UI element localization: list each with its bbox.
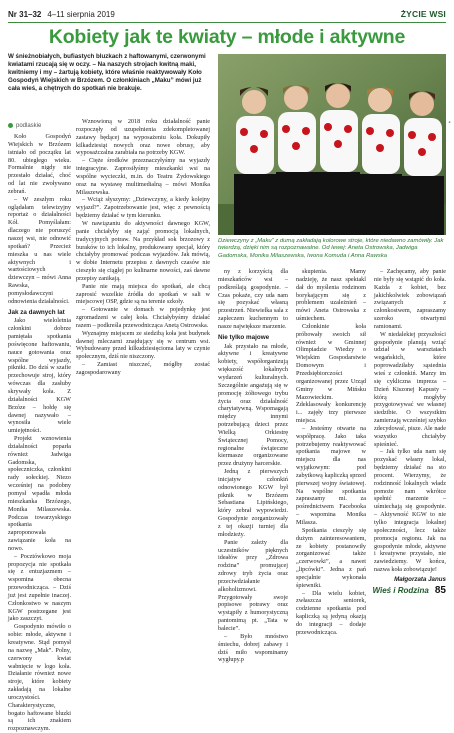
paragraph: – Pocztówkowo moja propozycja nie spotkała się z entuzjazmem – wspomina obecna przewodnicząca. – Dziś już jest zupełnie inaczej. Członkostwo w naszym KGW postrzegane jest jako zaszczyt. [8,552,71,623]
text-column-2 [76,118,210,377]
paragraph: Członkinie koła próbowały swoich sił również w Gminnej Olimpiadzie Wiedzy o Wiejskim Gospodarstwie Domowym i Przedsiębiorczości organizowanej przez Urząd Gminy w Mińsku Mazowieckim. Zdeklasowały konkurencję i... zajęły trzy pierwsze miejsca. [296,322,366,425]
photo-credit: ● [447,120,452,125]
paragraph: – Gotowanie w domach w pojedynkę jest zgromadzeni w całej koła. Chciałybyśmy działać razem – podkreśla przewodnicząca Anetą Ostrowska. [76,306,210,329]
paragraph: – Wciąż słyszymy: „Dziewczyny, a kiedy kolejny wyjazd?”. Zapotrzebowanie jest, więc z pewnością będziemy działać w tym kierunku. [76,196,210,220]
paragraph: ny z korzyścią dla mieszkańców wsi – podkreślają gospodynie. – Czas pokaże, czy uda nam się pozyskać własną przestrzeń. Niewielka sala z zapleczem kuchennym to nasze największe marzenie. [218,268,288,330]
paragraph: – W zeszłym roku oglądałam telewizyjny reportaż o działalności Kół. Pomyślałam: dlaczego nie poruszyć naszej wsi, nie odnowić spotkań? Przecież mieszka u nas wiele aktywnych i wartościowych dziewczyn – mówi Anna Rawska, pomysłodawczyni odnowienia działalności. [8,195,71,305]
paragraph: Koło Gospodyń Wiejskich w Brzózem istniało od początku lat 80. ubiegłego wieku. Formalnie nigdy nie przestało działać, choć od lat nie zwoływano zebrań. [8,133,71,195]
paragraph: skupienia. Mamy nadzieję, że nasz spektakl dał do myślenia rodzinom borykającym się z problemem uzależnień – mówi Aneta Ostrowska z uśmiechem. [296,268,366,323]
article-lead: W śnieżnobiałych, bufiastych bluzkach z haftowanymi, czerwonymi kwiatami rzucają się w oczy. – Na naszych strojach kwitną maki, kwitniemy i my – żartują kobiety, które właśnie reaktywowały Koło Gospodyń Wiejskich w Brzózem. O członkiniach „Maku” mówi już cała wieś, a chętnych do spotkań nie brakuje. [8,53,206,92]
photo-caption: Dziewczyny z „Maku” z dumą zakładają kolorowe stroje, które niedawno zamówiły. Jak twierdzą, dzięki nim są rozpoznawalne. Od lewej: Aneta Ostrowska, Jadwiga Gadomska, Monika Milaszewska, Iwona Komuda i Anna Rawska [218,238,444,259]
paragraph: – Było mnóstwo śmiechu, dobrej zabawy i dziś miło wspominamy wygłupy.p [218,632,288,664]
paragraph: – Dla wielu kobiet, zwłaszcza seniorek, codzienne spotkania pod kapliczką są jedyną okazją do integracji – dodaje przewodnicząca. [296,589,366,636]
paragraph: Jak przystało na młode, aktywne i kreatywne kobiety, współorganizują większość lokalnych wydarzeń kulturalnych. Szczególnie angażują się w promocję żółtowego trybu życia oraz działalność charytatywną. Wspomagają między innymi potrzebującą dzieci przez Wielką Orkiestrę Świątecznej Pomocy, regionalne świąteczne kiermasze organizowane przez drużyny harcerskie. [218,342,288,468]
page-footer [372,583,446,597]
region-icon [8,123,13,128]
text-column-5 [374,268,446,584]
paragraph: Jedną z pierwszych inicjatyw członkiń odnowionego KGW był piknik w Brzózem Sebastiana Lipińskiego, który zebrał wypowiedzi. Gospodynie zorganizowały z tej okazji turniej dla młodzieży. [218,468,288,538]
text-column-4 [296,268,366,637]
paragraph: Jako wieloletnia członkini dobrze pamiętała spotkania poświęcone haftowaniu, nauce gotowania oraz wspólne wyjazdy, pikniki. Do dziś w szafie przechowuje stroj, który wówczas dla zasłuby skrywały koła. Z działalności KGW Brzóze – hołdę się dawnej nazywało – wynosiła wiele umiejętności. [8,317,71,435]
photo-image [218,54,446,235]
issue-number: Nr 31–32 4–11 sierpnia 2019 [8,9,115,19]
section-heading: Nie tylko majowe [218,333,270,341]
paragraph: Panie zależy dla uczestników pięknych ideałów przy „Zdrowa rodzina” promującej zdrowy tryb życia oraz przeciwdziałanie alkoholizmowi. Przygotowały swoje popisowe potrawy oraz wystąpiły z humorystyczną pantomimą pt. „Tata w balecie”. [218,538,288,632]
paragraph: – Jesteśmy otwarte na współpracę. Jako taka potrzebujemy reaktywować spotkania majowe w miejscu dla nas wyjątkowym: pod zabytkową kapliczką sprzed pierwszej wojny światowej. Na wspólne spotkania zapraszamy mi. za pośrednictwem Facebooka – wspomina Monika Milasza. [296,424,366,526]
header-divider [8,22,446,23]
section-heading: Jak za dawnych lat [8,308,65,316]
magazine-name: Wieś i Rodzina [372,585,429,595]
section-label: ŻYCIE WSI [400,9,446,19]
text-column-3 [218,268,288,664]
paragraph: – Jak tylko uda nam się pozyskać własny lokal, będziemy działać na sto procent. Wierzymy, że rodzinność lokalnych władz pomoże nam wkrótce spełnić marzenie – uśmiechają się gospodynie. – Aktywność KGW to nie tylko integracja lokalnej społeczności, lecz także promocja regionu. Jak na gospodynie młode, aktywne i kreatywne przystało, nie zawiedziemy. W końcu, nazwa koła zobowiązuje! [374,448,446,574]
paragraph: Wznowioną w 2018 roku działalność panie rozpoczęły od uzupełnienia zdekompletowanej zastawy będącej na wyposażeniu koła. Dokupiły kilkadziesiąt nowych oraz nowe obrusy, aby wyposażczalna zarabiała na potrzeby KGW. [76,118,210,157]
paragraph: – Zamiast niszczeć, mógłby zostać zagospodarowany [76,361,210,376]
page-header [8,5,446,23]
paragraph: – Zachęcamy, aby panie nie były się wstąpić do koła. Każda z kobiet, bez jakichkolwiek zobowiązań związanych z członkostwem, zapraszamy szeroko otwartymi ramionami. [374,268,446,330]
page-number: 85 [434,584,446,596]
paragraph: W niedalekiej przyszłości gospodynie planują wziąć udział w warsztatach wegańskich, które poprowadziłaby sąsiednia wieś z członkiń. Marzy im się cykliczna impreza – Dzień Kiszonej Kapusty – którą mogłyby przygotowywać we własnej siedzibie. O wszystkim zamierzają wcześniej szybko zdecydować, pisze. Ale nade wszystko chciałyby spieśnieć. [374,330,446,448]
byline: podlaskie [8,123,41,129]
issue-date: 4–11 sierpnia 2019 [47,9,115,19]
author-signature: Małgorzata Janus [394,575,446,583]
paragraph: W nawiązaniu do aktywności dawnego KGW, panie chciałyby się zająć promocją lokalnych, tradycyjnych potraw. Na przykład sok brzozowy z buraków to ich lokalny, produkowany specjał, który chciałyby promować podczas wyjazdów. Jak mówią, w dobie Internetu przepisu z dawnych czasów nie cieszyło się ciągłej po kulinarne nowości, zaś dawne przepisy zanikają. [76,219,210,282]
paragraph: Panie nie mają miejsca do spotkań, ale chcą zaprosić wszelkie źródła do spotkań w sali w miejscowej OSP, gdzie są na terenie szkoły. [76,282,210,306]
text-column-1 [8,133,71,733]
paragraph: Projekt wznowienia działalności poparła również Jadwiga Gadomska, społeczniczka, członkini rady sołeckiej. Niezo wcześniej na podobny pomysł wpadła młoda mieszkanka Brzózego, Monika Milaszewska. Podczas towarzyskiego spotkania zaproponowała zawiązanie koła na nowo. [8,435,71,552]
article-title: Kobiety jak te kwiaty – młode i aktywne [48,26,406,48]
group-photo [218,54,446,235]
paragraph: – Cięże środków przeznaczyłyśmy na wyjazdy integracyjne. Zaprosiłyśmy mieszkanki wsi na wspólne wycieczki, m.in. do Teatru Żydowskiego oraz na wystawę multimedialną – mówi Monika Milaszewska. [76,157,210,196]
paragraph: Gospodynio mówiło o sobie: młode, aktywne i kreatywne. Stąd pomysł na nazwę „Mak”. Polny, czerwony kwiat wabnięcie w logo koła. Działanie również nowe stroje, które kobiety zakładają na lokalne uroczystości. Charakterystyczne, bogato haftowane bluzki są ich znakiem rozpoznawczym. [8,623,71,733]
paragraph: Spotkania cieszyły się dużym zainteresowaniem, ze kobiety postanowiły zorganizować także „czerwowki”, a nawet „lipcówki”. Jedna z pań specjalnie wykonała śpiewniki. [296,526,366,589]
paragraph: Wyznajmy miejscem ze siedzibą koła jest budynek dawnej mleczarni znajdujący się w centrum wsi. Wybudowany przed kilkudziesięcioma laty w czynie społecznym, dziś nie niszczony. [76,329,210,361]
